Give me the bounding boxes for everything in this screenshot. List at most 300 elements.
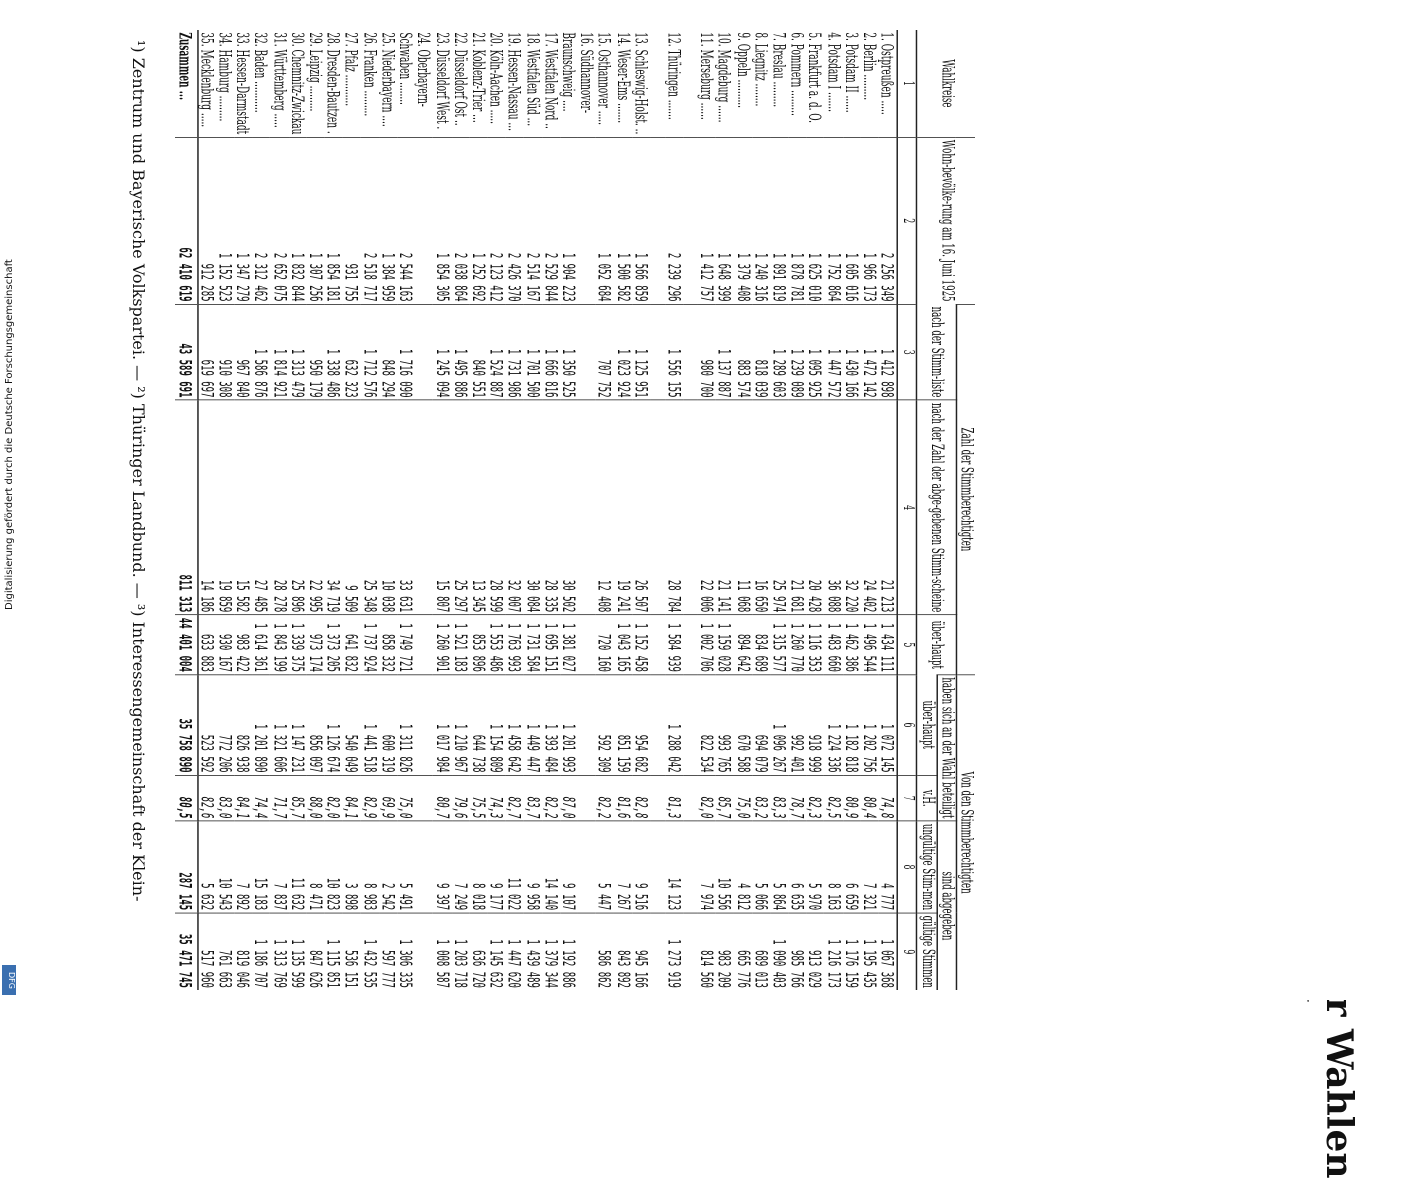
table-cell: 1 239 089 xyxy=(788,304,806,400)
table-cell: 2 312 462 xyxy=(252,137,270,304)
column-number: 8 xyxy=(898,821,918,913)
table-cell: 1 159 028 xyxy=(716,615,734,675)
table-row xyxy=(698,30,716,990)
table-cell: 82,2 xyxy=(542,775,560,821)
district-name: 27. Pfalz ........... xyxy=(341,32,363,107)
district-name: 14. Weser-Ems ....... xyxy=(612,32,634,124)
table-cell: 1 449 447 xyxy=(524,675,542,776)
table-row xyxy=(379,30,397,990)
district-name: 6. Pommern ......... xyxy=(787,32,808,116)
district-name: 16. Südhannover- xyxy=(576,32,598,114)
table-cell: 1 712 576 xyxy=(361,304,379,400)
table-cell: 1 648 399 xyxy=(716,137,734,304)
table-cell: 1 373 205 xyxy=(325,615,343,675)
table-cell: 912 285 xyxy=(197,137,216,304)
table-cell: 14 123 xyxy=(665,821,683,913)
table-cell: 930 167 xyxy=(216,615,234,675)
table-cell: 600 319 xyxy=(379,675,397,776)
table-cell: 30 502 xyxy=(560,400,578,615)
table-cell: 8 018 xyxy=(469,821,487,913)
table-cell: 14 186 xyxy=(197,400,216,615)
table-cell xyxy=(683,400,698,615)
table-cell: 619 697 xyxy=(197,304,216,400)
table-cell: 1 904 223 xyxy=(560,137,578,304)
table-cell: 1 701 500 xyxy=(524,304,542,400)
table-cell: 1 252 692 xyxy=(469,137,487,304)
district-name: 28. Dresden-Bautzen . xyxy=(323,32,345,134)
table-cell: 28 784 xyxy=(665,400,683,615)
table-cell: 1 195 435 xyxy=(861,913,879,990)
table-cell xyxy=(415,304,433,400)
table-cell: 1 483 660 xyxy=(824,615,842,675)
table-cell: 81,3 xyxy=(665,775,683,821)
table-cell: 1 202 756 xyxy=(861,675,879,776)
table-cell: 1 260 901 xyxy=(433,615,451,675)
column-number: 6 xyxy=(898,675,918,776)
table-cell xyxy=(650,304,665,400)
table-cell: 1 126 674 xyxy=(325,675,343,776)
table-cell: 1 763 993 xyxy=(506,615,524,675)
table-cell: 81,6 xyxy=(614,775,632,821)
dfg-logo: DFG xyxy=(2,965,16,995)
column-number: 9 xyxy=(898,913,918,990)
table-cell xyxy=(415,400,433,615)
table-cell: 992 401 xyxy=(788,675,806,776)
table-cell: 1 137 887 xyxy=(716,304,734,400)
table-cell: 1 154 809 xyxy=(487,675,505,776)
district-name: Braunschweig .... xyxy=(558,32,580,112)
table-cell: 1 584 939 xyxy=(665,615,683,675)
table-cell: 30 084 xyxy=(524,400,542,615)
table-cell: 3 898 xyxy=(343,821,361,913)
table-cell: 1 716 090 xyxy=(397,304,415,400)
table-cell: 88,0 xyxy=(307,775,325,821)
table-cell: 1 854 305 xyxy=(433,137,451,304)
table-cell: 82,6 xyxy=(197,775,216,821)
table-cell: 6 635 xyxy=(788,821,806,913)
header-wahlkreise: Wahlkreise xyxy=(917,30,975,137)
table-cell: 83,2 xyxy=(752,775,770,821)
table-cell: 1 176 159 xyxy=(843,913,861,990)
district-name: 12. Thüringen ....... xyxy=(663,32,685,120)
table-cell: 1 752 864 xyxy=(824,137,842,304)
table-cell: 1 067 368 xyxy=(879,913,898,990)
table-row xyxy=(506,30,524,990)
table-cell: 1 043 165 xyxy=(614,615,632,675)
table-cell: 1 566 859 xyxy=(632,137,650,304)
table-row xyxy=(415,30,433,990)
table-cell xyxy=(650,615,665,675)
table-cell: 5 491 xyxy=(397,821,415,913)
table-row xyxy=(216,30,234,990)
table-row xyxy=(788,30,806,990)
table-cell: 523 592 xyxy=(197,675,216,776)
table-cell: 814 560 xyxy=(698,913,716,990)
table-cell: 694 079 xyxy=(752,675,770,776)
table-cell: 1 186 707 xyxy=(252,913,270,990)
table-cell: 85,7 xyxy=(289,775,307,821)
table-cell: 1 095 925 xyxy=(806,304,824,400)
table-cell: 834 689 xyxy=(752,615,770,675)
table-row xyxy=(665,30,683,990)
table-cell: 1 192 886 xyxy=(560,913,578,990)
header-group-stimmberechtigte: Zahl der Stimmberechtigten xyxy=(956,304,975,674)
district-name xyxy=(650,30,665,137)
table-cell: 1 008 587 xyxy=(433,913,451,990)
table-cell: 1 496 544 xyxy=(861,615,879,675)
table-cell: 1 313 479 xyxy=(289,304,307,400)
table-cell: 822 534 xyxy=(698,675,716,776)
table-cell: 847 626 xyxy=(307,913,325,990)
table-cell: 633 883 xyxy=(197,615,216,675)
table-row xyxy=(197,30,216,990)
table-cell: 1 441 518 xyxy=(361,675,379,776)
table-cell: 9 107 xyxy=(560,821,578,913)
table-cell xyxy=(650,137,665,304)
table-cell: 1 201 993 xyxy=(560,675,578,776)
table-cell: 540 049 xyxy=(343,675,361,776)
table-cell: 5 970 xyxy=(806,821,824,913)
table-cell: 1 737 924 xyxy=(361,615,379,675)
table-row xyxy=(289,30,307,990)
table-cell xyxy=(683,675,698,776)
table-cell: 910 308 xyxy=(216,304,234,400)
table-row xyxy=(433,30,451,990)
table-cell: 82,5 xyxy=(824,775,842,821)
table-cell: 1 347 279 xyxy=(234,137,252,304)
table-cell: 79,6 xyxy=(451,775,469,821)
table-cell xyxy=(415,675,433,776)
table-cell: 11 068 xyxy=(734,400,752,615)
table-cell: 75,0 xyxy=(397,775,415,821)
table-cell: 15 582 xyxy=(234,400,252,615)
district-name: 8. Liegnitz ........ xyxy=(750,32,772,107)
table-cell xyxy=(683,137,698,304)
table-cell: 13 345 xyxy=(469,400,487,615)
table-cell: 2 542 xyxy=(379,821,397,913)
table-cell: 1 210 967 xyxy=(451,675,469,776)
district-name: 1. Ostpreußen ..... xyxy=(877,32,899,115)
table-cell: 11 022 xyxy=(506,821,524,913)
table-cell: 1 350 525 xyxy=(560,304,578,400)
table-cell: 28 599 xyxy=(487,400,505,615)
table-cell: 848 294 xyxy=(379,304,397,400)
column-number: 2 xyxy=(898,137,918,304)
district-name: 23. Düsseldorf West . xyxy=(432,32,453,130)
table-cell: 973 174 xyxy=(307,615,325,675)
table-cell: 25 348 xyxy=(361,400,379,615)
header-ueberhaupt-b: über-haupt xyxy=(917,675,937,776)
table-cell: 1 216 173 xyxy=(824,913,842,990)
table-cell: 21 141 xyxy=(716,400,734,615)
table-row xyxy=(325,30,343,990)
district-name: Schwaben ........ xyxy=(395,32,417,105)
table-cell: 27 485 xyxy=(252,400,270,615)
table-cell: 592 309 xyxy=(596,675,614,776)
table-cell xyxy=(650,400,665,615)
header-vh: v.H. xyxy=(917,775,937,821)
table-cell: 1 090 403 xyxy=(770,913,788,990)
table-cell: 993 765 xyxy=(716,675,734,776)
table-cell: 517 960 xyxy=(197,913,216,990)
table-row xyxy=(343,30,361,990)
table-cell: 1 052 684 xyxy=(596,137,614,304)
table-cell xyxy=(578,304,596,400)
table-row xyxy=(614,30,632,990)
district-name: 30. Chemnitz-Zwickau xyxy=(287,32,309,135)
table-cell: 1 553 486 xyxy=(487,615,505,675)
table-cell: 1 462 386 xyxy=(843,615,861,675)
table-cell: 20 428 xyxy=(806,400,824,615)
table-cell: 1 749 721 xyxy=(397,615,415,675)
table-cell: 19 859 xyxy=(216,400,234,615)
table-row xyxy=(469,30,487,990)
table-cell: 28 335 xyxy=(542,400,560,615)
table-cell: 1 311 826 xyxy=(397,675,415,776)
district-name: 9. Oppeln .......... xyxy=(732,32,754,109)
table-cell: 707 752 xyxy=(596,304,614,400)
district-name: 13. Schleswig-Holst. .. xyxy=(630,32,652,135)
table-cell: 1 731 986 xyxy=(506,304,524,400)
table-cell: 83,0 xyxy=(216,775,234,821)
table-cell: 1 500 582 xyxy=(614,137,632,304)
table-row xyxy=(716,30,734,990)
table-cell: 1 430 166 xyxy=(843,304,861,400)
table-cell: 1 666 816 xyxy=(542,304,560,400)
table-row xyxy=(734,30,752,990)
table-cell: 1 260 770 xyxy=(788,615,806,675)
table-cell: 1 625 010 xyxy=(806,137,824,304)
header-beteiligt: haben sich an der Wahl beteiligt xyxy=(937,675,957,822)
table-cell: 7 321 xyxy=(861,821,879,913)
table-cell: 16 650 xyxy=(752,400,770,615)
page-subtitle: (Das Gesamtergebnis ist im Reichs- und Staats- xyxy=(1300,640,1318,1003)
table-cell: 670 588 xyxy=(734,675,752,776)
table-cell: 9 516 xyxy=(632,821,650,913)
total-cell: 287 145 xyxy=(176,821,198,913)
header-ueberhaupt-a: über-haupt xyxy=(917,615,956,675)
table-cell: 1 878 781 xyxy=(788,137,806,304)
table-cell: 80,4 xyxy=(861,775,879,821)
table-cell: 1 115 851 xyxy=(325,913,343,990)
column-number: 3 xyxy=(898,304,918,400)
table-cell: 586 862 xyxy=(596,913,614,990)
table-cell: 82,2 xyxy=(596,775,614,821)
table-row xyxy=(683,30,698,990)
table-cell: 1 814 921 xyxy=(271,304,289,400)
table-cell: 12 408 xyxy=(596,400,614,615)
table-cell xyxy=(683,913,698,990)
table-cell: 1 495 886 xyxy=(451,304,469,400)
table-cell: 36 088 xyxy=(824,400,842,615)
election-results-table xyxy=(176,30,975,990)
table-cell: 71,7 xyxy=(271,775,289,821)
district-name: 21. Koblenz-Trier ... xyxy=(468,32,489,123)
table-cell xyxy=(578,137,596,304)
table-cell: 894 642 xyxy=(734,615,752,675)
table-cell: 1 843 199 xyxy=(271,615,289,675)
district-name: 5. Frankfurt a. d. O. xyxy=(805,32,826,123)
table-cell xyxy=(578,913,596,990)
table-cell: 843 892 xyxy=(614,913,632,990)
table-cell: 22 995 xyxy=(307,400,325,615)
header-population: Wohn-bevölke-rung am 16. Juni 1925 xyxy=(917,137,975,304)
district-name: 4. Potsdam I ....... xyxy=(823,32,845,112)
table-cell: 1 695 151 xyxy=(542,615,560,675)
column-number: 4 xyxy=(898,400,918,615)
table-cell: 2 239 296 xyxy=(665,137,683,304)
table-cell: 10 038 xyxy=(379,400,397,615)
table-cell: 9 177 xyxy=(487,821,505,913)
table-cell: 2 426 370 xyxy=(506,137,524,304)
table-row xyxy=(524,30,542,990)
table-cell: 1 731 584 xyxy=(524,615,542,675)
table-cell: 83,3 xyxy=(770,775,788,821)
table-row xyxy=(752,30,770,990)
header-group-von-den: Von den Stimmberechtigten xyxy=(956,675,975,991)
table-cell: 644 738 xyxy=(469,675,487,776)
district-name: 33. Hessen-Darmstadt xyxy=(233,32,254,135)
total-cell: 44 401 004 xyxy=(176,615,198,675)
header-gueltig: gültige Stimmen xyxy=(917,913,937,990)
table-cell: 1 447 572 xyxy=(824,304,842,400)
total-cell: 35 471 745 xyxy=(176,913,198,990)
table-cell: 883 574 xyxy=(734,304,752,400)
table-row xyxy=(307,30,325,990)
total-cell: 62 410 619 xyxy=(176,137,198,304)
table-cell xyxy=(415,913,433,990)
table-row xyxy=(397,30,415,990)
table-cell: 597 777 xyxy=(379,913,397,990)
table-cell: 5 632 xyxy=(197,821,216,913)
table-cell: 636 720 xyxy=(469,913,487,990)
table-cell: 1 434 111 xyxy=(879,615,898,675)
table-cell: 21 213 xyxy=(879,400,898,615)
table-cell: 840 551 xyxy=(469,304,487,400)
table-cell: 1 023 924 xyxy=(614,304,632,400)
table-cell: 4 812 xyxy=(734,821,752,913)
table-cell: 8 471 xyxy=(307,821,325,913)
table-cell: 1 614 361 xyxy=(252,615,270,675)
table-cell: 80,7 xyxy=(433,775,451,821)
table-cell: 1 832 844 xyxy=(289,137,307,304)
table-cell: 75,0 xyxy=(734,775,752,821)
total-row xyxy=(176,30,198,990)
table-cell: 1 586 876 xyxy=(252,304,270,400)
table-cell: 26 507 xyxy=(632,400,650,615)
district-name: 10. Magdeburg ...... xyxy=(714,32,736,123)
district-name: 24. Oberbayern- xyxy=(413,32,435,107)
header-stimmscheine: nach der Zahl der abge-gebenen Stimm-scheine xyxy=(917,400,956,615)
table-cell: 15 183 xyxy=(252,821,270,913)
district-name: 20. Köln-Aachen ..... xyxy=(486,32,508,124)
table-cell xyxy=(683,615,698,675)
table-cell: 1 145 632 xyxy=(487,913,505,990)
table-row xyxy=(861,30,879,990)
table-cell: 985 766 xyxy=(788,913,806,990)
table-cell: 1 521 183 xyxy=(451,615,469,675)
table-row xyxy=(361,30,379,990)
table-cell: 7 837 xyxy=(271,821,289,913)
table-cell: 1 321 606 xyxy=(271,675,289,776)
total-cell: 43 589 691 xyxy=(176,304,198,400)
table-cell: 84,1 xyxy=(234,775,252,821)
table-cell: 2 256 349 xyxy=(879,137,898,304)
table-cell: 32 007 xyxy=(506,400,524,615)
district-name: 32. Baden ........... xyxy=(251,32,273,113)
table-cell: 950 179 xyxy=(307,304,325,400)
district-name: 26. Franken ......... xyxy=(359,32,381,117)
table-cell: 1 201 890 xyxy=(252,675,270,776)
table-cell: 826 938 xyxy=(234,675,252,776)
table-cell: 74,3 xyxy=(487,775,505,821)
district-name: 31. Württemberg ..... xyxy=(269,32,291,128)
table-cell: 9 509 xyxy=(343,400,361,615)
table-cell: 858 332 xyxy=(379,615,397,675)
table-cell: 1 306 335 xyxy=(397,913,415,990)
table-cell: 536 151 xyxy=(343,913,361,990)
table-cell: 1 288 042 xyxy=(665,675,683,776)
header-ungueltig: ungültige Stim-men xyxy=(917,821,937,913)
table-cell: 1 384 959 xyxy=(379,137,397,304)
table-cell: 5 864 xyxy=(770,821,788,913)
table-cell: 8 983 xyxy=(361,821,379,913)
table-cell: 1 116 353 xyxy=(806,615,824,675)
table-cell: 1 313 769 xyxy=(271,913,289,990)
table-cell: 1 002 706 xyxy=(698,615,716,675)
table-row xyxy=(824,30,842,990)
table-cell: 983 209 xyxy=(716,913,734,990)
table-cell: 967 840 xyxy=(234,304,252,400)
table-row xyxy=(542,30,560,990)
table-cell: 1 472 142 xyxy=(861,304,879,400)
table-cell: 25 974 xyxy=(770,400,788,615)
district-name: 11. Merseburg ...... xyxy=(696,32,718,120)
digitization-credit: Digitalisierung gefördert durch die Deutsche Forschungsgemeinschaft xyxy=(4,259,15,610)
table-cell xyxy=(578,400,596,615)
table-cell: 2 529 844 xyxy=(542,137,560,304)
header-abgegeben: sind abgegeben xyxy=(937,821,957,990)
table-row xyxy=(650,30,665,990)
table-cell: 19 241 xyxy=(614,400,632,615)
table-cell: 1 439 489 xyxy=(524,913,542,990)
total-label: Zusammen ... xyxy=(176,30,198,137)
district-name: 2. Berlin ......... xyxy=(859,32,881,101)
table-cell: 1 432 535 xyxy=(361,913,379,990)
table-cell: 1 412 898 xyxy=(879,304,898,400)
table-cell: 82,0 xyxy=(325,775,343,821)
table-cell: 82,0 xyxy=(698,775,716,821)
table-cell: 1 891 819 xyxy=(770,137,788,304)
table-cell: 851 159 xyxy=(614,675,632,776)
table-cell: 2 544 163 xyxy=(397,137,415,304)
column-number: 7 xyxy=(898,775,918,821)
table-cell: 689 013 xyxy=(752,913,770,990)
footnote: ¹) Zentrum und Bayerische Volkspartei. — ²) Thüringer Landbund. — ³) Interessengemeinschaft der Klein- xyxy=(129,40,148,902)
table-row xyxy=(596,30,614,990)
total-cell: 80,5 xyxy=(176,775,198,821)
table-cell: 1 315 577 xyxy=(770,615,788,675)
table-cell: 33 631 xyxy=(397,400,415,615)
table-cell xyxy=(650,913,665,990)
table-cell: 1 017 984 xyxy=(433,675,451,776)
column-number-row xyxy=(898,30,918,990)
table-cell: 1 605 016 xyxy=(843,137,861,304)
table-cell: 1 854 181 xyxy=(325,137,343,304)
table-cell xyxy=(415,137,433,304)
table-row xyxy=(252,30,270,990)
district-name: 25. Niederbayern .... xyxy=(377,32,399,127)
